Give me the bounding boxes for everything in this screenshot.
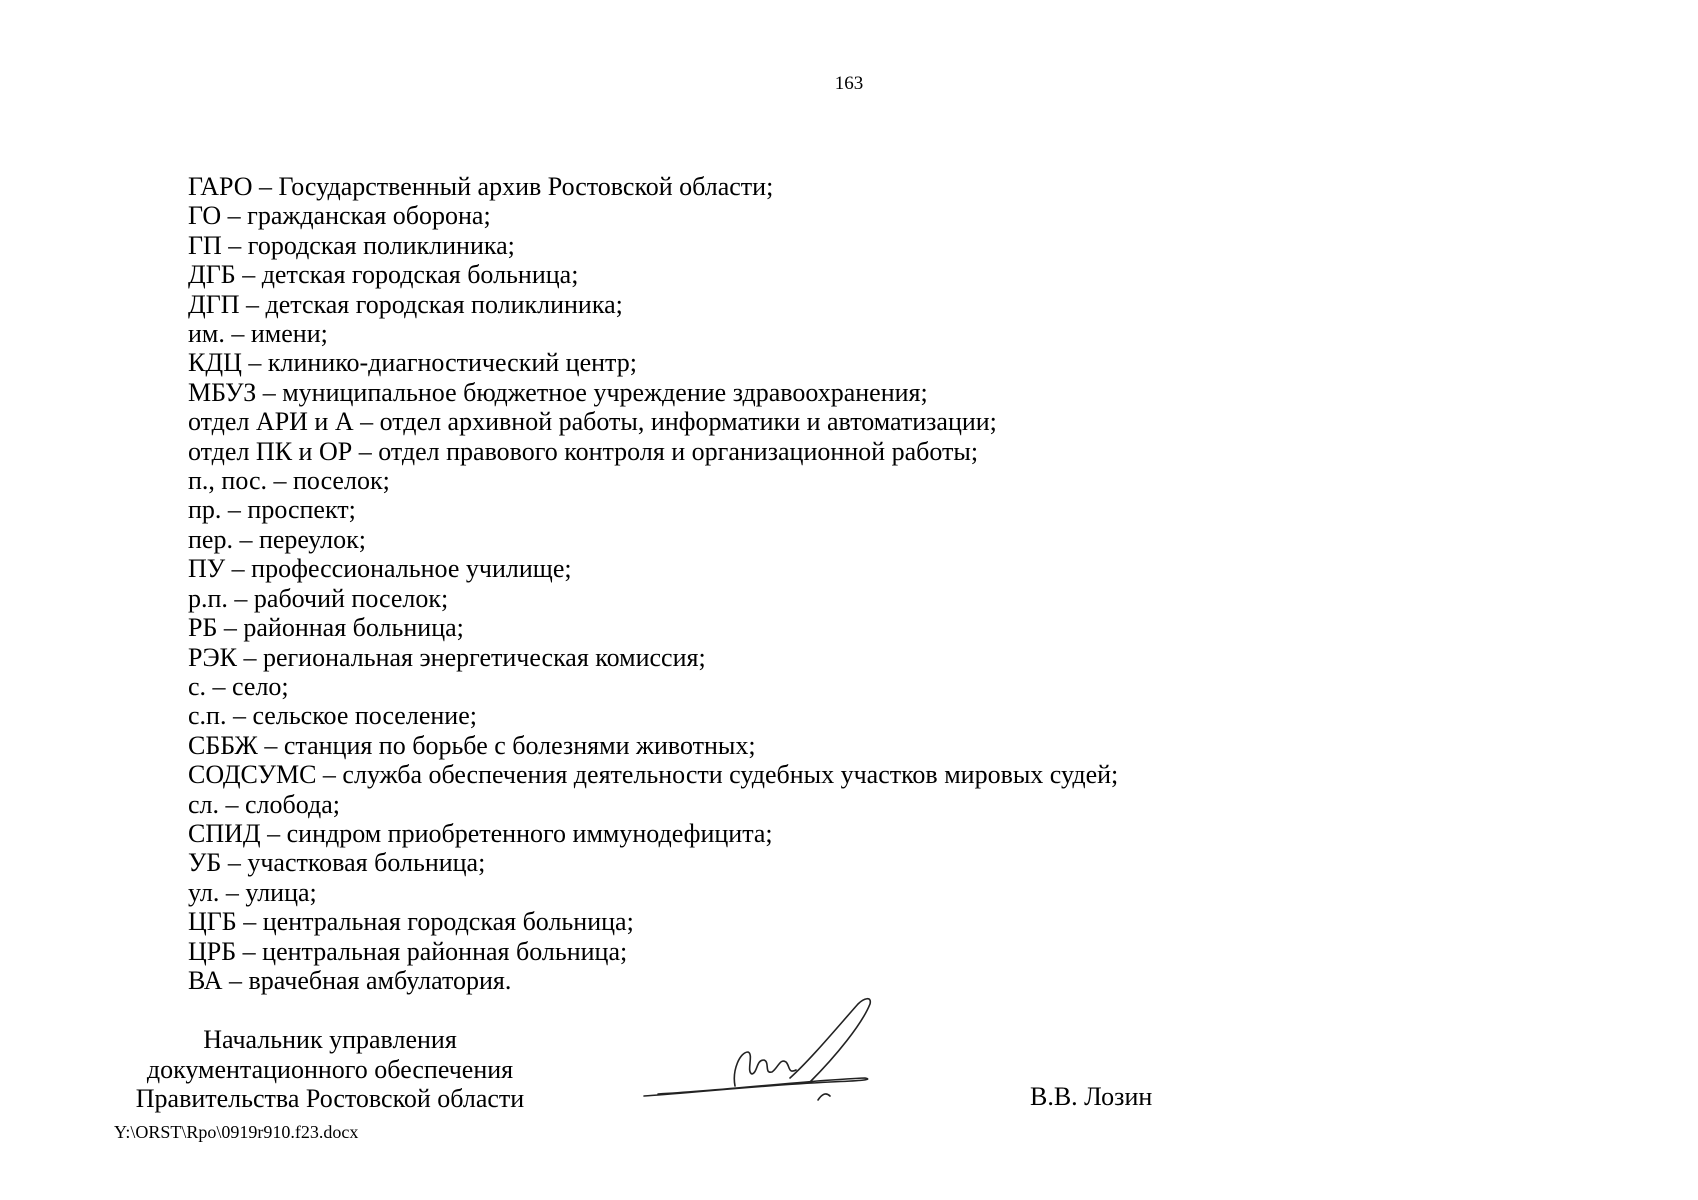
- abbreviation-item: СПИД – синдром приобретенного иммунодефицита;: [188, 818, 773, 848]
- abbreviation-item: пр. – проспект;: [188, 495, 356, 525]
- abbreviation-item: ГП – городская поликлиника;: [188, 230, 515, 260]
- abbreviation-item: с.п. – сельское поселение;: [188, 701, 477, 731]
- signer-title: [110, 1025, 550, 1114]
- abbreviation-item: КДЦ – клинико-диагностический центр;: [188, 348, 637, 378]
- abbreviation-item: ДГП – детская городская поликлиника;: [188, 289, 623, 319]
- abbreviation-item: ВА – врачебная амбулатория.: [188, 965, 512, 995]
- abbreviation-item: ЦГБ – центральная городская больница;: [188, 907, 634, 937]
- abbreviation-item: с. – село;: [188, 671, 289, 701]
- abbreviation-item: р.п. – рабочий поселок;: [188, 583, 449, 613]
- signer-title-line: Правительства Ростовской области: [135, 1084, 525, 1113]
- abbreviation-item: отдел АРИ и А – отдел архивной работы, информатики и автоматизации;: [188, 407, 997, 437]
- signer-title-line: документационного обеспечения: [146, 1054, 514, 1084]
- abbreviation-item: СББЖ – станция по борьбе с болезнями животных;: [188, 730, 756, 760]
- abbreviation-item: ПУ – профессиональное училище;: [188, 554, 572, 584]
- abbreviation-item: отдел ПК и ОР – отдел правового контроля и организационной работы;: [188, 436, 979, 466]
- abbreviation-item: УБ – участковая больница;: [188, 848, 486, 878]
- page-number: 163: [834, 73, 864, 94]
- abbreviation-item: сл. – слобода;: [188, 789, 341, 819]
- abbreviation-item: п., пос. – поселок;: [188, 466, 390, 496]
- abbreviation-item: СОДСУМС – служба обеспечения деятельности судебных участков мировых судей;: [188, 760, 1119, 790]
- abbreviation-item: ул. – улица;: [188, 877, 317, 907]
- signer-title-line: Начальник управления: [203, 1025, 457, 1054]
- abbreviation-item: РБ – районная больница;: [188, 613, 464, 643]
- signer-name: В.В. Лозин: [1030, 1082, 1153, 1111]
- abbreviation-item: МБУЗ – муниципальное бюджетное учреждение здравоохранения;: [188, 377, 928, 407]
- abbreviation-item: ДГБ – детская городская больница;: [188, 260, 579, 290]
- abbreviation-list: [188, 172, 1118, 995]
- file-path: Y:\ORST\Rpo\0919r910.f23.docx: [114, 1122, 359, 1142]
- handwritten-signature: [640, 990, 930, 1110]
- abbreviation-item: ЦРБ – центральная районная больница;: [188, 936, 628, 966]
- abbreviation-item: ГАРО – Государственный архив Ростовской области;: [188, 172, 774, 201]
- abbreviation-item: ГО – гражданская оборона;: [188, 201, 491, 231]
- abbreviation-item: им. – имени;: [188, 319, 328, 349]
- abbreviation-item: РЭК – региональная энергетическая комиссия;: [188, 642, 706, 672]
- abbreviation-item: пер. – переулок;: [188, 524, 366, 554]
